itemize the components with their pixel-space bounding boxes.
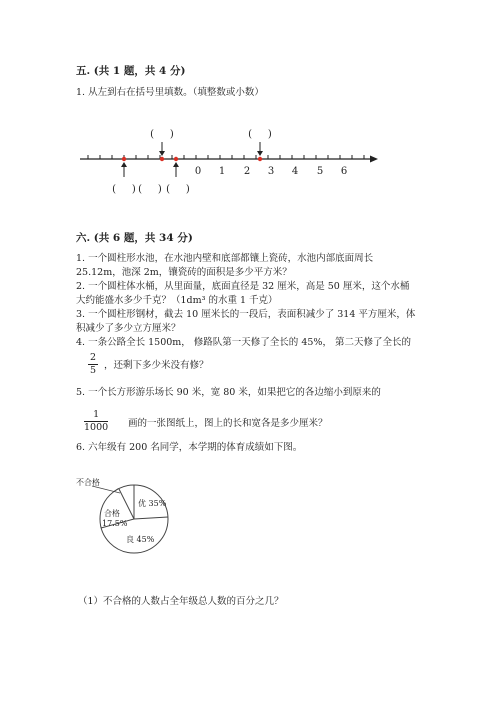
tick-label-0: 0	[194, 166, 202, 177]
point-marker-2	[160, 157, 164, 161]
tick-label-3: 3	[267, 166, 275, 177]
question-6-3-line-1: 3. 一个圆柱形钢材，截去 10 厘米长的一段后，表面积减少了 314 平方厘米，体	[76, 309, 416, 320]
point-marker-4	[258, 157, 262, 161]
tick-label-2: 2	[243, 166, 251, 177]
question-6-4-fraction	[88, 352, 98, 377]
question-6-5-line-2: 画的一张图纸上，图上的长和宽各是多少厘米？	[128, 418, 328, 429]
question-6-6-text: 6. 六年级有 200 名同学，本学期的体育成绩如下图。	[76, 442, 303, 453]
pie-label-fail: 不合格	[76, 478, 100, 487]
question-6-5-fraction	[84, 409, 108, 434]
tick-label-5: 5	[316, 166, 324, 177]
question-6-2-line-1: 2. 一个圆柱体水桶，从里面量，底面直径是 32 厘米，高是 50 厘米，这个水桶	[76, 281, 410, 292]
number-line-arrow	[370, 156, 378, 163]
tick-label-6: 6	[340, 166, 348, 177]
pie-divider-right	[134, 517, 168, 519]
fraction-denominator: 1000	[84, 422, 109, 433]
section-5-heading: 五. (共 1 题，共 4 分)	[76, 65, 186, 77]
pie-label-pass-pct: 17.5%	[102, 519, 128, 528]
question-6-1-line-2: 25.12m，池深 2m，镶瓷砖的面积是多少平方米？	[76, 267, 292, 278]
pie-label-excellent: 优 35%	[138, 499, 167, 508]
fraction-numerator: 2	[90, 352, 97, 363]
answer-blank-bottom-1: ( )	[112, 184, 136, 195]
point-marker-3	[174, 157, 178, 161]
question-5-1-text: 1. 从左到右在括号里填数。（填整数或小数）	[76, 87, 264, 98]
pie-label-good: 良 45%	[126, 535, 155, 544]
number-line-figure	[70, 122, 390, 202]
answer-blank-top-left: ( )	[150, 129, 174, 140]
question-6-5-line-1: 5. 一个长方形游乐场长 90 米，宽 80 米，如果把它的各边缩小到原来的	[76, 387, 381, 398]
question-6-1-line-1: 1. 一个圆柱形水池，在水池内壁和底部都镶上瓷砖，水池内部底面周长	[76, 253, 374, 264]
fraction-denominator: 5	[90, 365, 97, 376]
tick-label-4: 4	[291, 166, 299, 177]
sub-question-1: （1）不合格的人数占全年级总人数的百分之几？	[78, 596, 284, 607]
answer-blank-top-right: ( )	[248, 129, 272, 140]
fail-leader-line	[92, 486, 120, 493]
question-6-3-line-2: 积减少了多少立方厘米？	[76, 323, 181, 334]
question-6-2-line-2: 大约能盛水多少千克？（1dm³ 的水重 1 千克）	[76, 295, 278, 306]
answer-blank-bottom-2: ( )	[138, 184, 162, 195]
pie-label-pass: 合格	[104, 509, 120, 518]
question-6-4-line-1: 4. 一条公路全长 1500m， 修路队第一天修了全长的 45%， 第二天修了全长的	[76, 337, 411, 348]
point-marker-1	[122, 157, 126, 161]
answer-blank-bottom-3: ( )	[166, 184, 190, 195]
fraction-numerator: 1	[84, 409, 108, 422]
pie-divider-fail	[119, 489, 134, 519]
question-6-4-line-2: ，还剩下多少米没有修？	[104, 360, 209, 371]
grades-pie-chart	[72, 476, 182, 566]
section-6-heading: 六. (共 6 题，共 34 分)	[76, 232, 193, 244]
tick-label-1: 1	[218, 166, 226, 177]
